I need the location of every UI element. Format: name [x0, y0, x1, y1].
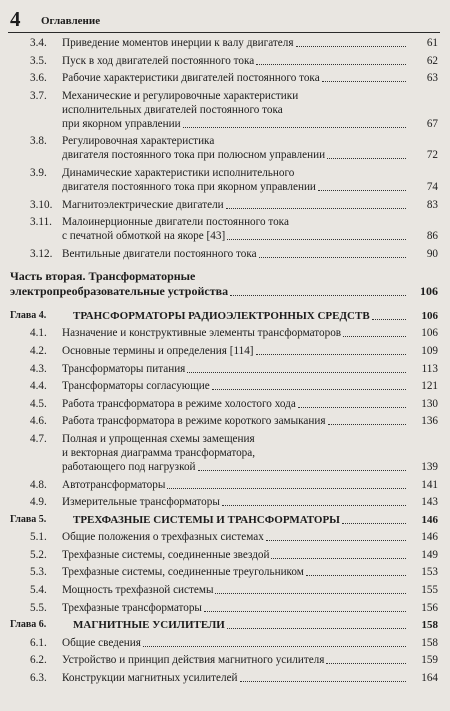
- toc-entry: [0, 71, 438, 85]
- toc-entry: [0, 215, 438, 243]
- page-reference: 155: [421, 584, 438, 597]
- entry-title-line: электропреобразовательные устройства: [10, 283, 229, 298]
- dot-leader: [271, 558, 406, 559]
- section-number: 4.4.: [30, 380, 47, 393]
- dot-leader: [298, 407, 406, 408]
- entry-title-line: двигателя постоянного тока при якорном управлении: [62, 180, 316, 193]
- dot-leader: [318, 190, 406, 191]
- toc-part-heading: [0, 269, 438, 299]
- section-number: 5.3.: [30, 566, 47, 579]
- toc-chapter: [0, 618, 438, 632]
- dot-leader: [204, 611, 406, 612]
- section-number: 4.8.: [30, 478, 47, 491]
- dot-leader: [187, 372, 406, 373]
- toc-entry: [0, 653, 438, 667]
- toc-entry: [0, 89, 438, 131]
- section-number: 4.7.: [30, 432, 47, 445]
- page-reference: 143: [421, 496, 438, 509]
- entry-title-line: и векторная диаграмма трансформатора,: [62, 446, 256, 459]
- dot-leader: [326, 663, 406, 664]
- dot-leader: [328, 424, 406, 425]
- entry-title-line: двигателя постоянного тока при полюсном управлении: [62, 149, 326, 162]
- section-number: 3.11.: [30, 216, 52, 229]
- dot-leader: [143, 646, 406, 647]
- dot-leader: [327, 158, 406, 159]
- toc-entry: [0, 36, 438, 50]
- section-number: 6.3.: [30, 672, 47, 685]
- dot-leader: [256, 64, 406, 65]
- page-reference: 146: [421, 513, 438, 526]
- dot-leader: [372, 319, 406, 320]
- page-reference: 67: [426, 117, 438, 130]
- entry-title-line: МАГНИТНЫЕ УСИЛИТЕЛИ: [73, 619, 225, 632]
- page-reference: 121: [421, 380, 438, 393]
- dot-leader: [222, 505, 406, 506]
- section-number: 4.6.: [30, 415, 47, 428]
- page-reference: 72: [426, 149, 438, 162]
- entry-title-line: Регулировочная характеристика: [62, 135, 215, 148]
- entry-title-line: Общие положения о трехфазных системах: [62, 531, 264, 544]
- page-reference: 74: [426, 180, 438, 193]
- page-reference: 83: [426, 198, 438, 211]
- dot-leader: [240, 681, 406, 682]
- section-number: 5.4.: [30, 584, 47, 597]
- toc-entry: [0, 601, 438, 615]
- section-number: 5.2.: [30, 548, 47, 561]
- section-number: 5.5.: [30, 601, 47, 614]
- section-number: 3.8.: [30, 135, 47, 148]
- section-number: 4.2.: [30, 344, 47, 357]
- entry-title-line: Конструкции магнитных усилителей: [62, 672, 238, 685]
- dot-leader: [266, 540, 406, 541]
- page-reference: 106: [421, 327, 438, 340]
- dot-leader: [198, 470, 406, 471]
- page-reference: 106: [420, 283, 438, 298]
- entry-title-line: Основные термины и определения [114]: [62, 344, 254, 357]
- page-reference: 136: [421, 415, 438, 428]
- toc-chapter: [0, 513, 438, 527]
- page-reference: 146: [421, 531, 438, 544]
- section-number: 4.9.: [30, 496, 47, 509]
- section-number: 3.9.: [30, 166, 47, 179]
- chapter-number: Глава 6.: [10, 619, 47, 631]
- dot-leader: [167, 488, 406, 489]
- toc-entry: [0, 166, 438, 194]
- header-rule: [8, 32, 440, 33]
- entry-title-line: Работа трансформатора в режиме холостого хода: [62, 397, 296, 410]
- dot-leader: [215, 593, 406, 594]
- page-header: [8, 7, 438, 33]
- section-number: 5.1.: [30, 531, 47, 544]
- page-number: 4: [10, 7, 21, 31]
- entry-title-line: Трансформаторы питания: [62, 362, 186, 375]
- toc-entry: [0, 565, 438, 579]
- section-number: 3.10.: [30, 198, 53, 211]
- dot-leader: [343, 336, 406, 337]
- page-reference: 86: [426, 230, 438, 243]
- entry-title-line: Мощность трехфазной системы: [62, 584, 214, 597]
- page-reference: 106: [421, 309, 438, 322]
- toc-entry: [0, 379, 438, 393]
- page-reference: 63: [426, 72, 438, 85]
- entry-title-line: исполнительных двигателей постоянного тока: [62, 103, 283, 116]
- entry-title-line: Общие сведения: [62, 636, 141, 649]
- page-reference: 141: [421, 478, 438, 491]
- entry-title-line: Вентильные двигатели постоянного тока: [62, 247, 257, 260]
- section-number: 3.7.: [30, 89, 47, 102]
- toc-entry: [0, 198, 438, 212]
- page-reference: 158: [421, 619, 438, 632]
- page-reference: 61: [426, 37, 438, 49]
- entry-title-line: ТРАНСФОРМАТОРЫ РАДИОЭЛЕКТРОННЫХ СРЕДСТВ: [73, 309, 370, 322]
- entry-title-line: Приведение моментов инерции к валу двигателя: [62, 37, 294, 49]
- table-of-contents: [0, 36, 450, 689]
- entry-title-line: Часть вторая. Трансформаторные: [10, 268, 196, 283]
- entry-title-line: Механические и регулировочные характеристики: [62, 89, 299, 102]
- dot-leader: [306, 575, 406, 576]
- page-reference: 156: [421, 601, 438, 614]
- page-reference: 153: [421, 566, 438, 579]
- toc-entry: [0, 478, 438, 492]
- entry-title-line: работающего под нагрузкой: [62, 460, 196, 473]
- section-number: 4.5.: [30, 397, 47, 410]
- entry-title-line: при якорном управлении: [62, 117, 181, 130]
- toc-entry: [0, 495, 438, 509]
- entry-title-line: Назначение и конструктивные элементы трансформаторов: [62, 327, 342, 340]
- section-number: 3.12.: [30, 247, 53, 260]
- entry-title-line: Трехфазные системы, соединенные звездой: [62, 548, 270, 561]
- page-title: Оглавление: [41, 15, 101, 27]
- toc-entry: [0, 530, 438, 544]
- section-number: 3.4.: [30, 37, 47, 49]
- section-number: 4.3.: [30, 362, 47, 375]
- entry-title-line: Полная и упрощенная схемы замещения: [62, 432, 255, 445]
- toc-entry: [0, 344, 438, 358]
- dot-leader: [296, 46, 406, 47]
- toc-entry: [0, 362, 438, 376]
- entry-title-line: с печатной обмоткой на якоре [43]: [62, 230, 226, 243]
- entry-title-line: Малоинерционные двигатели постоянного тока: [62, 216, 289, 229]
- entry-title-line: Автотрансформаторы: [62, 478, 166, 491]
- page-reference: 139: [421, 460, 438, 473]
- entry-title-line: Динамические характеристики исполнительного: [62, 166, 295, 179]
- toc-entry: [0, 432, 438, 474]
- toc-entry: [0, 636, 438, 650]
- dot-leader: [259, 257, 406, 258]
- section-number: 3.6.: [30, 72, 47, 85]
- dot-leader: [226, 208, 406, 209]
- toc-chapter: [0, 309, 438, 323]
- entry-title-line: Магнитоэлектрические двигатели: [62, 198, 224, 211]
- dot-leader: [227, 628, 406, 629]
- page-reference: 62: [426, 54, 438, 67]
- entry-title-line: Устройство и принцип действия магнитного усилителя: [62, 654, 325, 667]
- entry-title-line: Рабочие характеристики двигателей постоянного тока: [62, 72, 320, 85]
- page-reference: 113: [421, 362, 438, 375]
- entry-title-line: Трехфазные системы, соединенные треугольником: [62, 566, 304, 579]
- dot-leader: [322, 81, 406, 82]
- toc-entry: [0, 397, 438, 411]
- chapter-number: Глава 4.: [10, 309, 47, 321]
- toc-entry: [0, 548, 438, 562]
- toc-entry: [0, 247, 438, 261]
- section-number: 3.5.: [30, 54, 47, 67]
- entry-title-line: Работа трансформатора в режиме короткого замыкания: [62, 415, 326, 428]
- page-reference: 164: [421, 672, 438, 685]
- section-number: 6.2.: [30, 654, 47, 667]
- entry-title-line: Измерительные трансформаторы: [62, 496, 220, 509]
- dot-leader: [212, 389, 406, 390]
- page-reference: 158: [421, 636, 438, 649]
- entry-title-line: Трансформаторы согласующие: [62, 380, 210, 393]
- toc-entry: [0, 583, 438, 597]
- dot-leader: [227, 239, 406, 240]
- toc-entry: [0, 54, 438, 68]
- page-reference: 149: [421, 548, 438, 561]
- toc-entry: [0, 414, 438, 428]
- page-reference: 130: [421, 397, 438, 410]
- dot-leader: [256, 354, 406, 355]
- section-number: 4.1.: [30, 327, 47, 340]
- dot-leader: [230, 295, 406, 296]
- chapter-number: Глава 5.: [10, 513, 47, 525]
- entry-title-line: ТРЕХФАЗНЫЕ СИСТЕМЫ И ТРАНСФОРМАТОРЫ: [73, 513, 340, 526]
- dot-leader: [183, 127, 406, 128]
- page-reference: 90: [426, 247, 438, 260]
- page-reference: 109: [421, 344, 438, 357]
- entry-title-line: Пуск в ход двигателей постоянного тока: [62, 54, 255, 67]
- page-reference: 159: [421, 654, 438, 667]
- entry-title-line: Трехфазные трансформаторы: [62, 601, 202, 614]
- dot-leader: [342, 523, 406, 524]
- section-number: 6.1.: [30, 636, 47, 649]
- toc-entry: [0, 134, 438, 162]
- toc-entry: [0, 326, 438, 340]
- toc-entry: [0, 671, 438, 685]
